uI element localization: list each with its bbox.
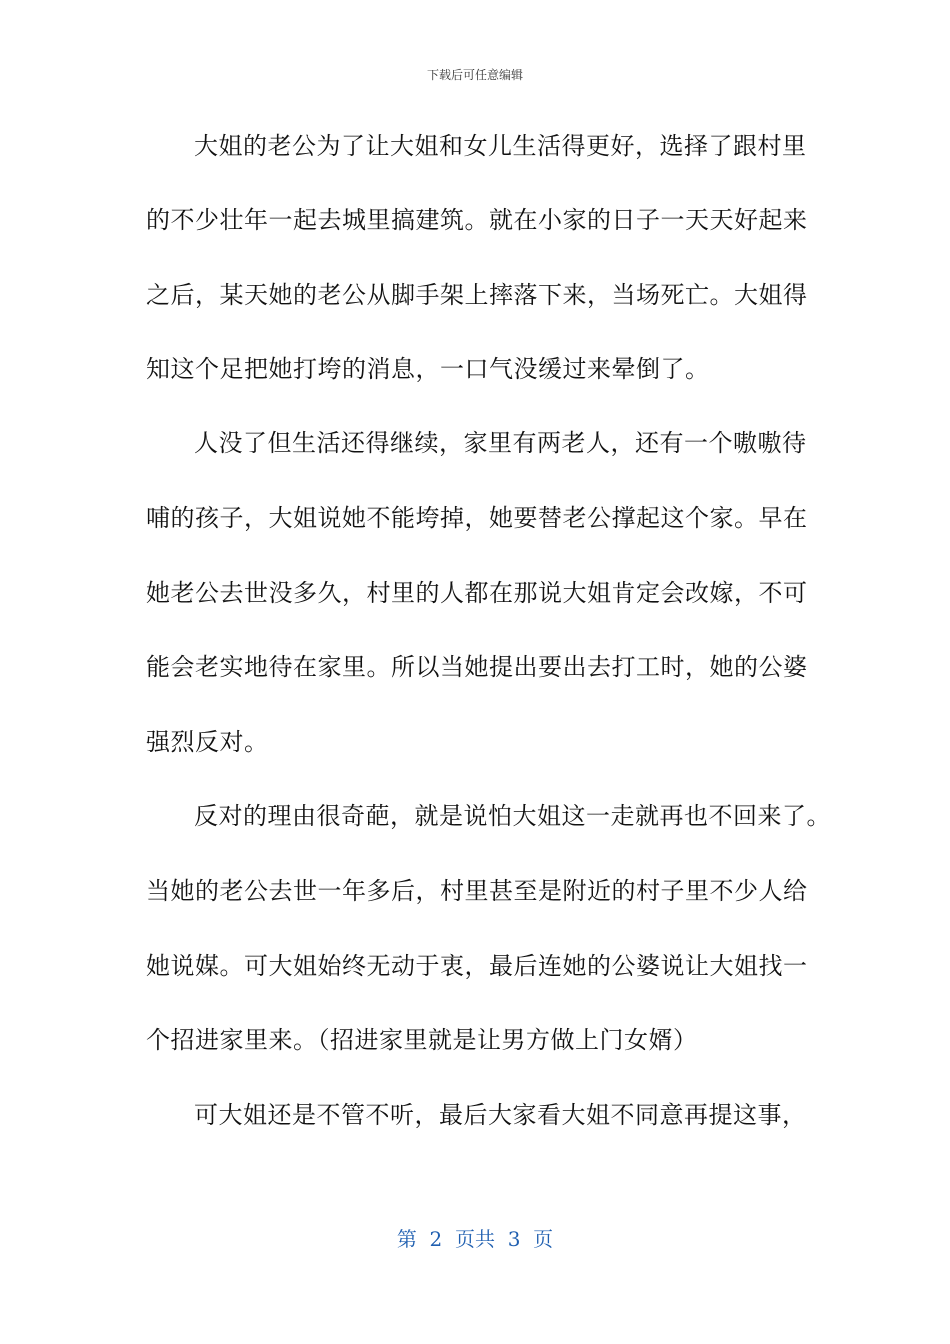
paragraph-line: 可大姐还是不管不听，最后大家看大姐不同意再提这事， <box>194 1101 807 1129</box>
paragraph-line: 哺的孩子，大姐说她不能垮掉，她要替老公撑起这个家。早在 <box>146 504 808 532</box>
paragraph-line: 她说媒。可大姐始终无动于衷，最后连她的公婆说让大姐找一 <box>146 952 808 980</box>
paragraph-line: 反对的理由很奇葩，就是说怕大姐这一走就再也不回来了。 <box>194 802 831 830</box>
paragraph-line: 能会老实地待在家里。所以当她提出要出去打工时，她的公婆 <box>146 653 808 681</box>
paragraph-line: 知这个足把她打垮的消息，一口气没缓过来晕倒了。 <box>146 355 710 383</box>
paragraph-line: 当她的老公去世一年多后，村里甚至是附近的村子里不少人给 <box>146 877 808 905</box>
page-number-footer: 第 2 页共 3 页 <box>396 1227 554 1251</box>
paragraph-line: 大姐的老公为了让大姐和女儿生活得更好，选择了跟村里 <box>194 132 807 160</box>
paragraph-line: 的不少壮年一起去城里搞建筑。就在小家的日子一天天好起来 <box>146 206 808 234</box>
paragraph-line: 强烈反对。 <box>146 728 269 756</box>
paragraph-line: 之后，某天她的老公从脚手架上摔落下来，当场死亡。大姐得 <box>146 281 808 309</box>
paragraph-line: 个招进家里来。（招进家里就是让男方做上门女婿） <box>146 1026 698 1054</box>
paragraph-line: 她老公去世没多久，村里的人都在那说大姐肯定会改嫁，不可 <box>146 579 808 607</box>
paragraph-line: 人没了但生活还得继续，家里有两老人，还有一个嗷嗷待 <box>194 429 807 457</box>
page-header-note: 下载后可任意编辑 <box>426 68 523 82</box>
